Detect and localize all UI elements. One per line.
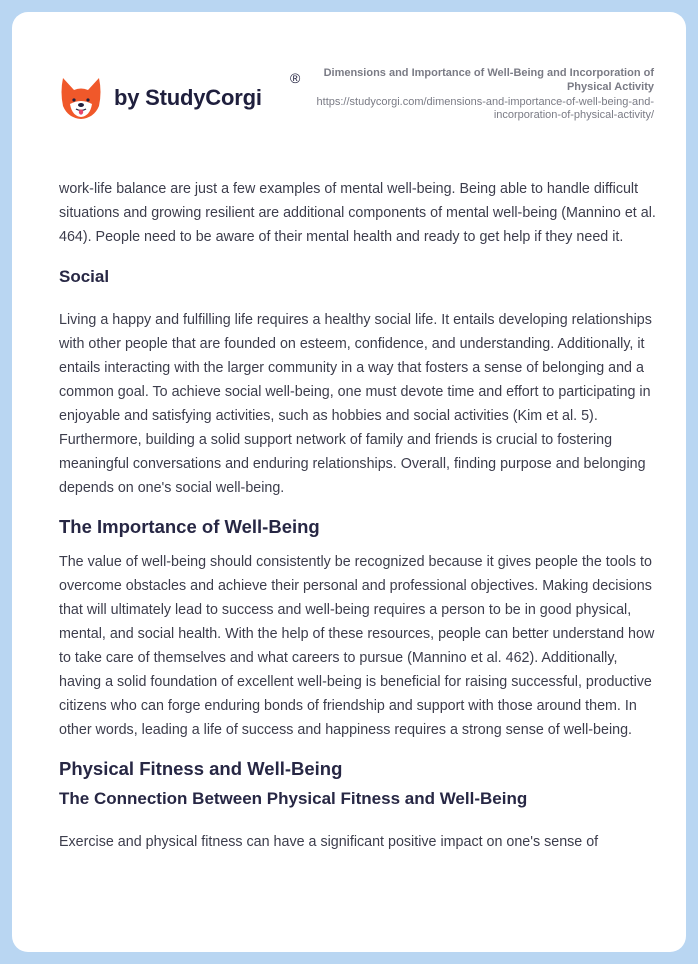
document-url[interactable]: https://studycorgi.com/dimensions-and-importance-of-well-being-and-incorporation-of-physical-activity/ (316, 96, 654, 121)
article-content (59, 177, 659, 854)
document-card (12, 12, 686, 952)
connection-paragraph: Exercise and physical fitness can have a significant positive impact on one's sense of (59, 834, 599, 850)
importance-heading: The Importance of Well-Being (59, 516, 320, 537)
page-header (12, 12, 686, 142)
fitness-heading: Physical Fitness and Well-Being (59, 758, 343, 779)
connection-heading: The Connection Between Physical Fitness and Well-Being (59, 789, 528, 808)
registered-mark: ® (290, 70, 301, 86)
intro-paragraph: work-life balance are just a few examples of mental well-being. Being able to handle difficult situations and growing resilient are additional components of mental well-being (Mannino et al. 464). People need to be aware of their mental health and ready to get help if they need it. (59, 181, 656, 245)
document-meta (314, 66, 654, 122)
importance-paragraph: The value of well-being should consistently be recognized because it gives people the tools to overcome obstacles and achieve their personal and professional objectives. Making decisions that will ultimately lead to success and well-being requires a person to be in good physical, mental, and social health. With the help of these resources, people can better understand how to take care of themselves and what careers to pursue (Mannino et al. 462). Additionally, having a solid foundation of excellent well-being is beneficial for raising successful, productive citizens who can forge enduring bonds of friendship and support with those around them. In other words, leading a life of success and happiness requires a strong sense of well-being. (59, 554, 655, 738)
social-paragraph: Living a happy and fulfilling life requires a healthy social life. It entails developing relationships with other people that are founded on esteem, confidence, and understanding. Additionally, it entails interacting with the larger community in a way that fosters a sense of belonging and a common goal. To achieve social well-being, one must devote time and effort to participating in enjoyable and satisfying activities, such as hobbies and social activities (Kim et al. 5). Furthermore, building a solid support network of family and friends is crucial to fostering meaningful conversations and enduring relationships. Overall, finding purpose and belonging depends on one's social well-being. (59, 312, 652, 496)
corgi-icon (60, 76, 102, 120)
document-title: Dimensions and Importance of Well-Being and Incorporation of Physical Activity (323, 67, 654, 93)
social-heading: Social (59, 267, 110, 286)
brand-name: by StudyCorgi (114, 85, 262, 110)
studycorgi-logo[interactable] (60, 70, 301, 120)
